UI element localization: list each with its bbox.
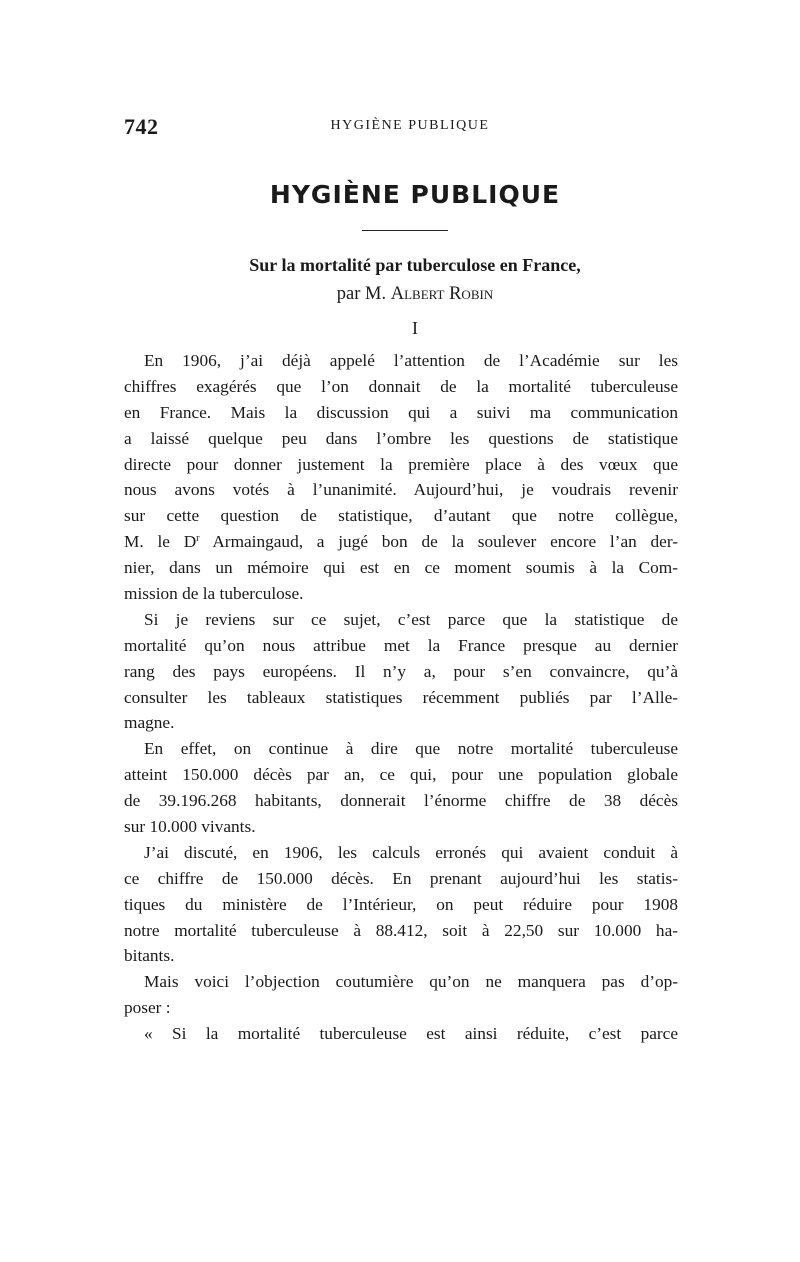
text-line: Si je reviens sur ce sujet, c’est parce que la statistique de [144,609,678,629]
text-line: ce chiffre de 150.000 décès. En prenant aujourd’hui les statis- [124,868,678,888]
section-title: HYGIÈNE PUBLIQUE [269,180,561,209]
text-fragment: M. le D [124,532,197,552]
text-line: rang des pays européens. Il n’y a, pour s’en convaincre, qu’à [124,661,678,681]
text-line: nous avons votés à l’unanimité. Aujourd’hui, je voudrais revenir [124,480,678,500]
text-line: mortalité qu’on nous attribue met la France presque au dernier [124,635,678,655]
text-line: de 39.196.268 habitants, donnerait l’énorme chiffre de 38 décès [124,791,678,811]
text-line: J’ai discuté, en 1906, les calculs erronés qui avaient conduit à [144,842,678,862]
text-line: « Si la mortalité tuberculeuse est ainsi réduite, c’est parce [144,1024,678,1044]
byline-author: Albert Robin [390,284,494,304]
text-line: consulter les tableaux statistiques récemment publiés par l’Alle- [124,687,678,707]
text-line: tiques du ministère de l’Intérieur, on peut réduire pour 1908 [124,894,678,914]
text-line: sur cette question de statistique, d’autant que notre collègue, [124,506,678,526]
text-line: magne. [124,713,175,733]
text-line: mission de la tuberculose. [124,584,304,604]
text-line: sur 10.000 vivants. [124,817,256,837]
byline [0,284,800,305]
text-line: poser : [124,998,171,1018]
page-number: 742 [124,114,159,139]
text-line: chiffres exagérés que l’on donnait de la mortalité tuberculeuse [124,376,678,396]
text-line: directe pour donner justement la première place à des vœux que [124,454,678,474]
part-numeral: I [412,318,418,338]
running-head: HYGIÈNE PUBLIQUE [330,118,490,133]
superscript: r [196,533,200,545]
body-text [124,348,678,1047]
text-line: En effet, on continue à dire que notre mortalité tuberculeuse [144,739,678,759]
byline-prefix: par M. [336,284,387,304]
text-line: En 1906, j’ai déjà appelé l’attention de l’Académie sur les [144,351,678,370]
text-line: notre mortalité tuberculeuse à 88.412, soit à 22,50 sur 10.000 ha- [124,920,678,940]
text-line: a laissé quelque peu dans l’ombre les questions de statistique [124,428,678,448]
text-fragment: Armaingaud, a jugé bon de la soulever encore l’an der- [199,532,678,552]
title-rule [362,230,448,231]
text-line: atteint 150.000 décès par an, ce qui, pour une population globale [124,765,678,785]
text-line: Mais voici l’objection coutumière qu’on ne manquera pas d’op- [144,972,678,992]
text-line: en France. Mais la discussion qui a suivi ma communication [124,402,678,422]
text-line [124,529,678,555]
text-line: bitants. [124,946,175,966]
article-title: Sur la mortalité par tuberculose en France, [249,255,581,275]
text-line: nier, dans un mémoire qui est en ce moment soumis à la Com- [124,558,678,578]
